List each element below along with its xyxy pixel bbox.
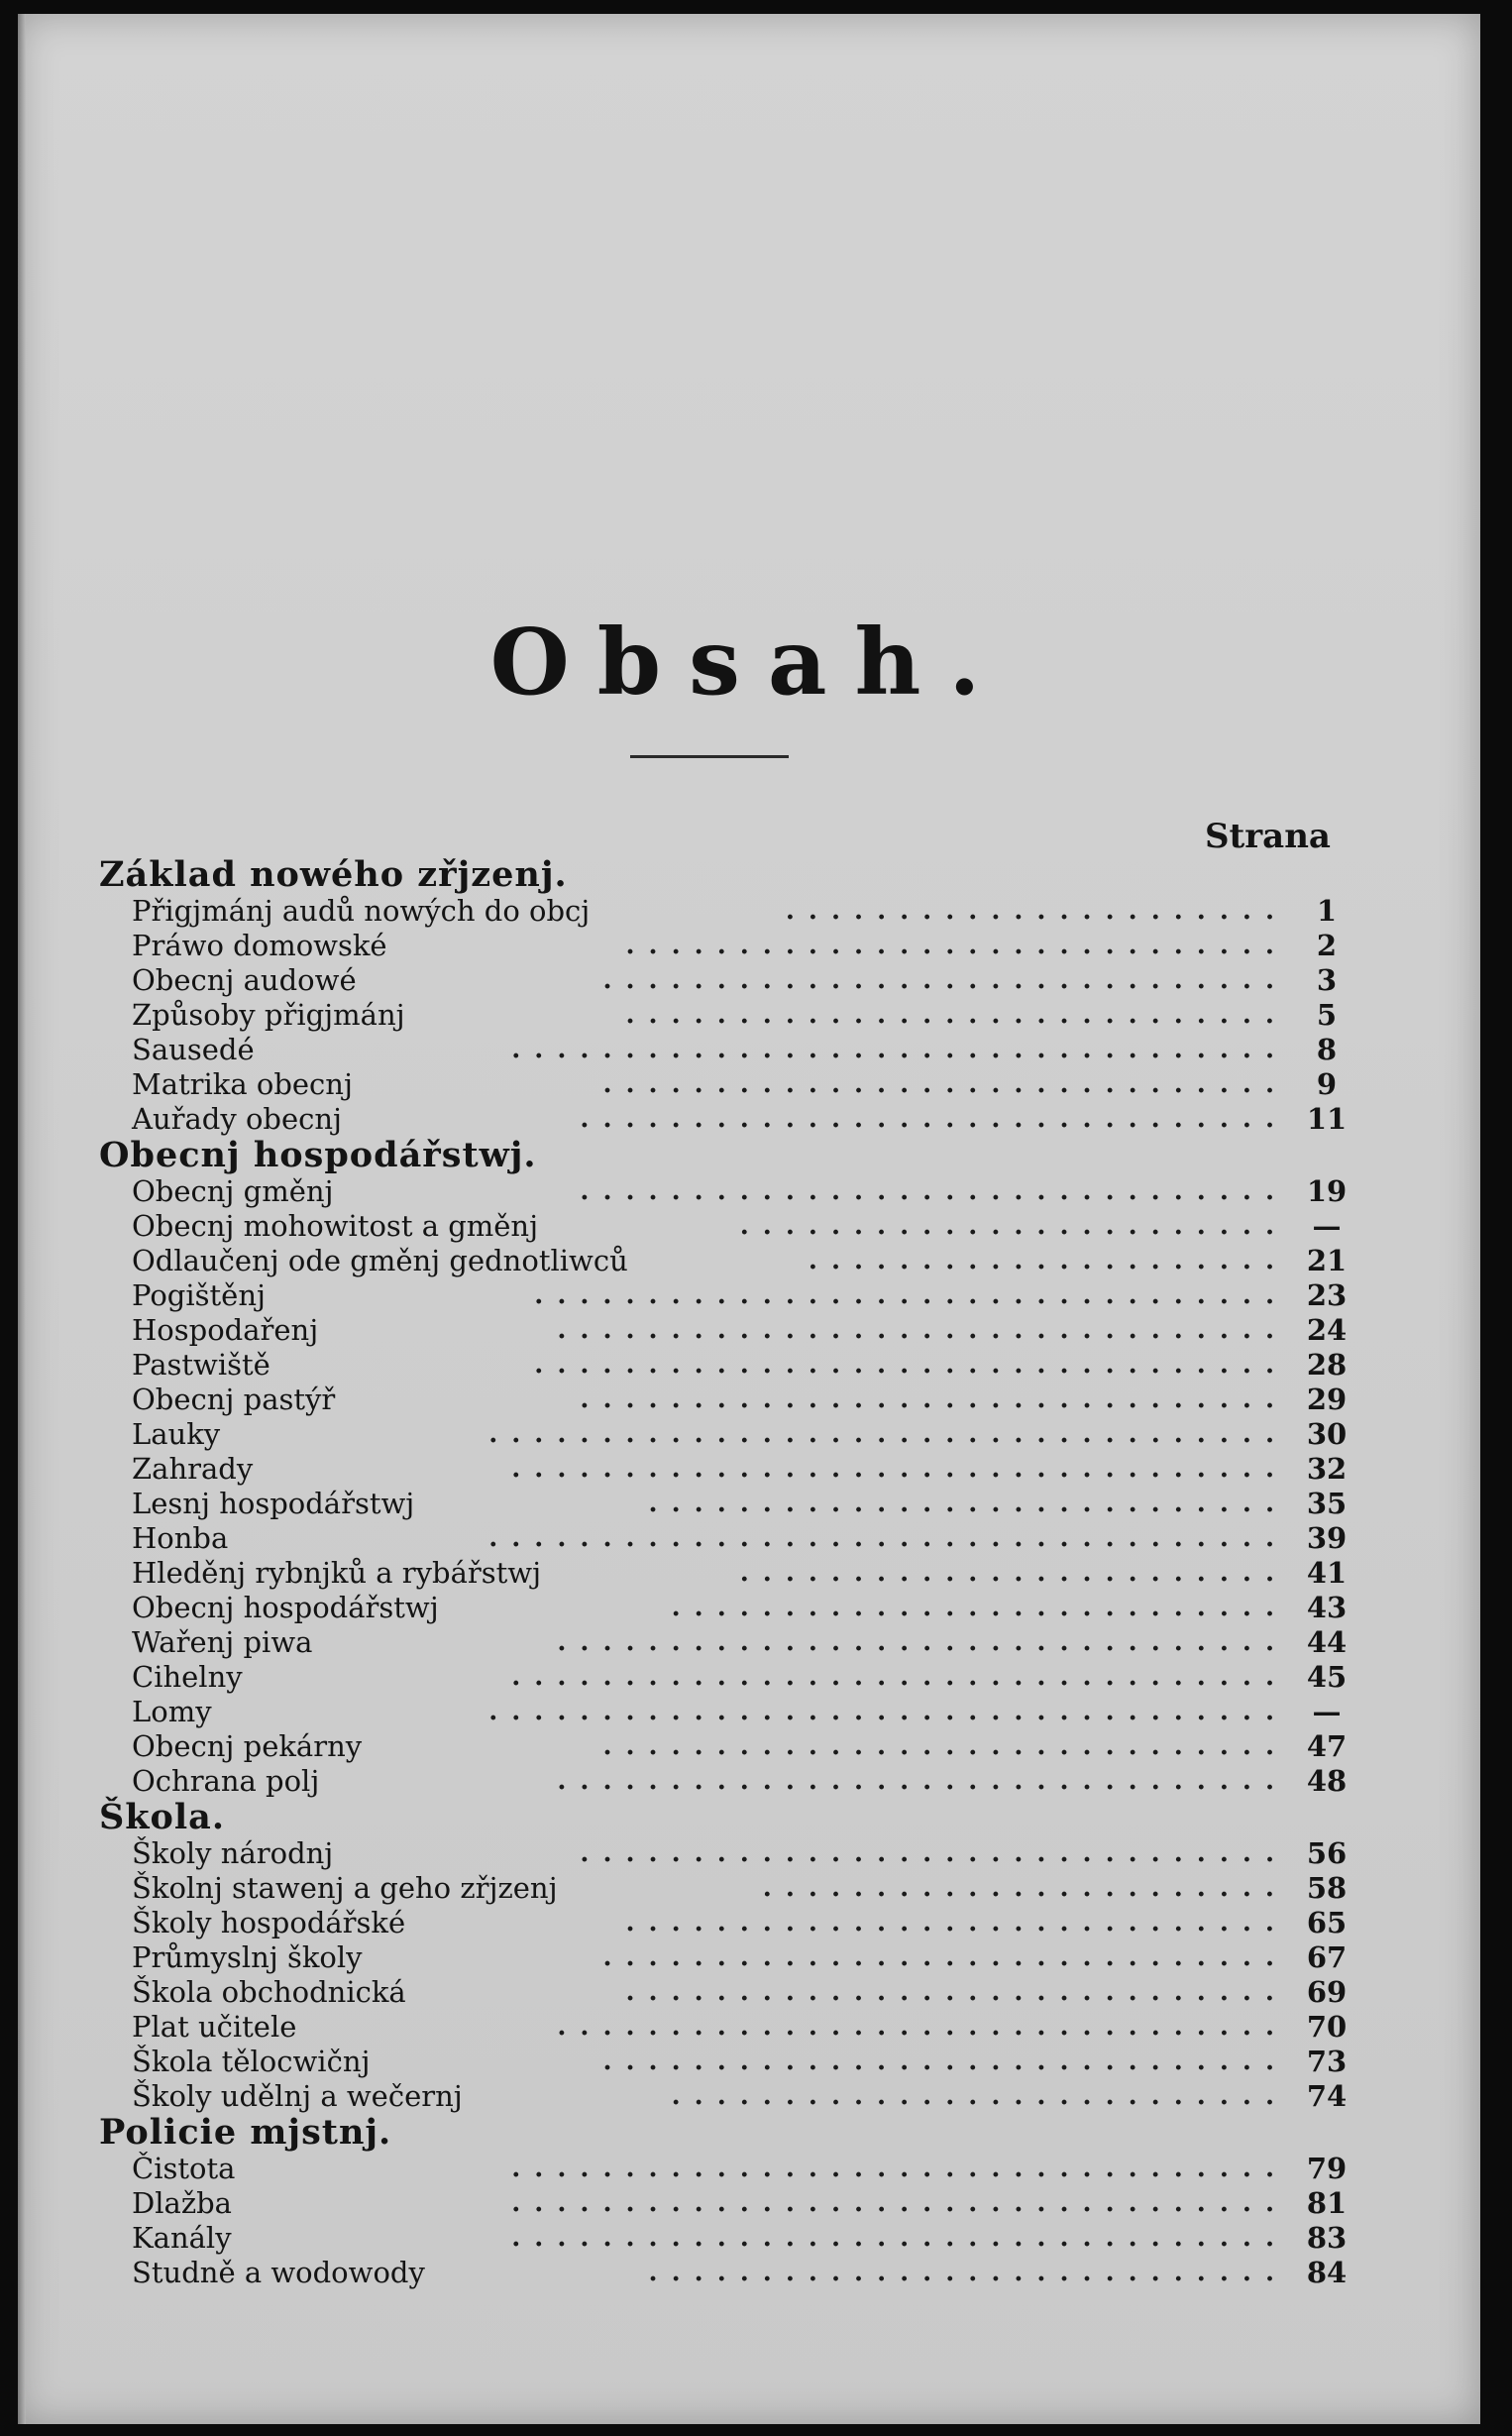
toc-entry [18,2256,1480,2290]
toc-entry-page-number: 24 [1306,1313,1348,1347]
dot-leader: ............................. [625,1908,1288,1938]
dot-leader: ................................... [488,1419,1288,1449]
toc-entry-label: Práwo domowské [132,929,387,962]
dot-leader: ...................... [785,896,1288,926]
toc-entry [18,998,1480,1033]
toc-entry-page-number: 9 [1316,1067,1338,1101]
toc-entry [18,2186,1480,2221]
toc-entry-label: Školy národnj [132,1836,334,1870]
toc-entry-label: Obecnj pastýř [132,1383,336,1416]
toc-entry [18,1625,1480,1660]
toc-entry [18,1871,1480,1906]
toc-entry [18,894,1480,929]
toc-entry-label: Obecnj gměnj [132,1174,334,1208]
toc-entry-label: Způsoby přigjmánj [132,998,405,1032]
toc-entry [18,1556,1480,1591]
toc-entry [18,1940,1480,1975]
section-heading-label: Obecnj hospodářstwj. [99,1135,537,1175]
toc-entry [18,1660,1480,1695]
toc-entry-page-number: 70 [1306,2010,1348,2044]
toc-entry-label: Matrika obecnj [132,1067,353,1101]
toc-entry [18,963,1480,998]
toc-entry-label: Sausedé [132,1033,255,1066]
toc-entry [18,1067,1480,1102]
toc-entry-page-number: 5 [1316,998,1338,1032]
toc-entry [18,1591,1480,1625]
toc-entry-page-number: 32 [1306,1452,1348,1486]
toc-entry-page-number: 19 [1306,1174,1348,1208]
dot-leader: .............................. [602,965,1288,995]
dot-leader: .............................. [602,1069,1288,1099]
dot-leader: .................................. [511,1454,1288,1484]
toc-entry-label: Obecnj hospodářstwj [132,1591,439,1624]
toc-entry [18,1975,1480,2010]
toc-entry-label: Ochrana polj [132,1764,320,1798]
toc-entry-label: Studně a wodowody [132,2256,425,2289]
toc-entry-label: Školy hospodářské [132,1906,406,1939]
toc-entry-page-number: 43 [1306,1591,1348,1624]
toc-entry [18,1729,1480,1764]
toc-entry-page-number: 1 [1316,894,1338,928]
toc-entry-page-number: 58 [1306,1871,1348,1905]
toc-entry-label: Odlaučenj ode gměnj gednotliwců [132,1244,628,1277]
toc-entry [18,1764,1480,1799]
page-title: Obsah. [489,609,1009,716]
dot-leader: ............................... [580,1384,1288,1414]
dot-leader: ................................ [557,1627,1288,1657]
section-heading-label: Škola. [99,1797,226,1837]
toc-entry [18,1348,1480,1383]
toc-entry-label: Lomy [132,1695,212,1728]
dot-leader: .................................. [511,1662,1288,1692]
toc-entry-page-number: 8 [1316,1033,1338,1066]
toc-entry [18,1033,1480,1067]
toc-entry [18,2010,1480,2045]
dot-leader: ........................... [671,1593,1288,1622]
toc-entry-page-number: 69 [1306,1975,1348,2009]
toc-entry-page-number: 21 [1306,1244,1348,1277]
dot-leader: ................................. [534,1350,1288,1380]
toc-entry-page-number: 44 [1306,1625,1348,1659]
toc-entry-label: Plat učitele [132,2010,297,2044]
dot-leader: ................................... [488,1523,1288,1553]
toc-entry-page-number: 39 [1306,1521,1348,1555]
toc-entry-label: Lauky [132,1417,221,1451]
toc-entry-label: Přigjmánj audů nowých do obcj [132,894,591,928]
toc-entry-label: Čistota [132,2152,236,2185]
toc-entry-label: Pogištěnj [132,1278,267,1312]
document-page [18,14,1480,2424]
toc-entry-label: Školy udělnj a wečernj [132,2079,463,2113]
dot-leader: ..................... [808,1246,1288,1275]
dot-leader: ............................ [648,2258,1288,2287]
toc-entry-page-number: 3 [1316,963,1338,997]
toc-entry-label: Zahrady [132,1452,254,1486]
toc-entry-page-number: 29 [1306,1383,1348,1416]
toc-entry [18,1521,1480,1556]
section-heading-label: Základ nowého zřjzenj. [99,854,568,895]
toc-section-heading [18,1137,1480,1174]
toc-entry [18,2221,1480,2256]
toc-entry-label: Auřady obecnj [132,1102,343,1136]
toc-entry [18,1174,1480,1209]
dot-leader: ............................... [580,1838,1288,1868]
toc-entry-page-number: 73 [1306,2045,1348,2078]
toc-entry-label: Škola obchodnická [132,1975,406,2009]
dot-leader: ................................ [557,2012,1288,2042]
toc-entry [18,1244,1480,1278]
toc-entry-page-number: 81 [1306,2186,1348,2220]
dot-leader: ............................. [625,931,1288,960]
toc-entry-page-number: 41 [1306,1556,1348,1590]
toc-section-heading [18,856,1480,894]
toc-entry [18,1417,1480,1452]
toc-entry-label: Obecnj pekárny [132,1729,363,1763]
toc-entry-page-number: 2 [1316,929,1338,962]
toc-entry-label: Škola tělocwičnj [132,2045,371,2078]
section-heading-label: Policie mjstnj. [99,2112,392,2153]
toc-entry-page-number: 11 [1306,1102,1348,1136]
toc-entry-label: Lesnj hospodářstwj [132,1487,415,1520]
toc-entry-page-number: 47 [1306,1729,1348,1763]
dot-leader: ................................ [557,1315,1288,1345]
dot-leader: ................................ [557,1766,1288,1796]
toc-entry [18,2079,1480,2114]
toc-entry-label: Dlažba [132,2186,232,2220]
dot-leader: ........................... [671,2081,1288,2111]
dot-leader: .............................. [602,1731,1288,1761]
title-divider [630,755,789,758]
toc-entry [18,1836,1480,1871]
dot-leader: .............................. [602,2047,1288,2076]
dot-leader: ................................. [534,1280,1288,1310]
dot-leader: ........................ [739,1558,1288,1588]
toc-entry-page-number: 67 [1306,1940,1348,1974]
dot-leader: ................................... [488,1697,1288,1726]
toc-entry-page-number: 28 [1306,1348,1348,1382]
dot-leader: ............................... [580,1104,1288,1134]
dot-leader: .................................. [511,2188,1288,2218]
toc-entry [18,1313,1480,1348]
dot-leader: .................................. [511,2154,1288,2183]
toc-section-heading [18,2114,1480,2152]
toc-entry-label: Školnj stawenj a geho zřjzenj [132,1871,558,1905]
dot-leader: ............................... [580,1176,1288,1206]
toc-entry [18,1906,1480,1940]
dot-leader: .............................. [602,1942,1288,1972]
toc-entry [18,1209,1480,1244]
toc-entry-page-number: 83 [1306,2221,1348,2255]
toc-entry-page-number: — [1312,1695,1342,1728]
toc-entry-page-number: — [1312,1209,1342,1243]
toc-entry-page-number: 74 [1306,2079,1348,2113]
toc-entry-page-number: 65 [1306,1906,1348,1939]
column-header-page: Strana [1205,817,1331,856]
toc-entry-label: Hospodařenj [132,1313,319,1347]
toc-entry-label: Pastwiště [132,1348,270,1382]
dot-leader: ........................ [739,1211,1288,1241]
toc-entry-page-number: 84 [1306,2256,1348,2289]
toc-entry [18,2152,1480,2186]
dot-leader: ............................. [625,1977,1288,2007]
toc-entry [18,1695,1480,1729]
toc-entry [18,1383,1480,1417]
toc-entry-page-number: 48 [1306,1764,1348,1798]
toc-section-heading [18,1799,1480,1836]
toc-entry-label: Obecnj mohowitost a gměnj [132,1209,539,1243]
toc-entry-page-number: 35 [1306,1487,1348,1520]
toc-entry-page-number: 23 [1306,1278,1348,1312]
dot-leader: ....................... [762,1873,1288,1903]
dot-leader: ............................. [625,1000,1288,1030]
toc-entry [18,1452,1480,1487]
table-of-contents [18,856,1480,2290]
toc-entry-page-number: 45 [1306,1660,1348,1694]
toc-entry [18,929,1480,963]
toc-entry [18,1102,1480,1137]
toc-entry-label: Průmyslnj školy [132,1940,363,1974]
toc-entry-label: Obecnj audowé [132,963,357,997]
dot-leader: ............................ [648,1489,1288,1518]
toc-entry-label: Hleděnj rybnjků a rybářstwj [132,1556,542,1590]
dot-leader: .................................. [511,2223,1288,2253]
toc-entry-label: Wařenj piwa [132,1625,313,1659]
toc-entry [18,2045,1480,2079]
toc-entry-page-number: 30 [1306,1417,1348,1451]
toc-entry [18,1487,1480,1521]
toc-entry-label: Kanály [132,2221,232,2255]
dot-leader: .................................. [511,1035,1288,1064]
toc-entry [18,1278,1480,1313]
toc-entry-label: Honba [132,1521,229,1555]
toc-entry-page-number: 79 [1306,2152,1348,2185]
toc-entry-label: Cihelny [132,1660,243,1694]
toc-entry-page-number: 56 [1306,1836,1348,1870]
